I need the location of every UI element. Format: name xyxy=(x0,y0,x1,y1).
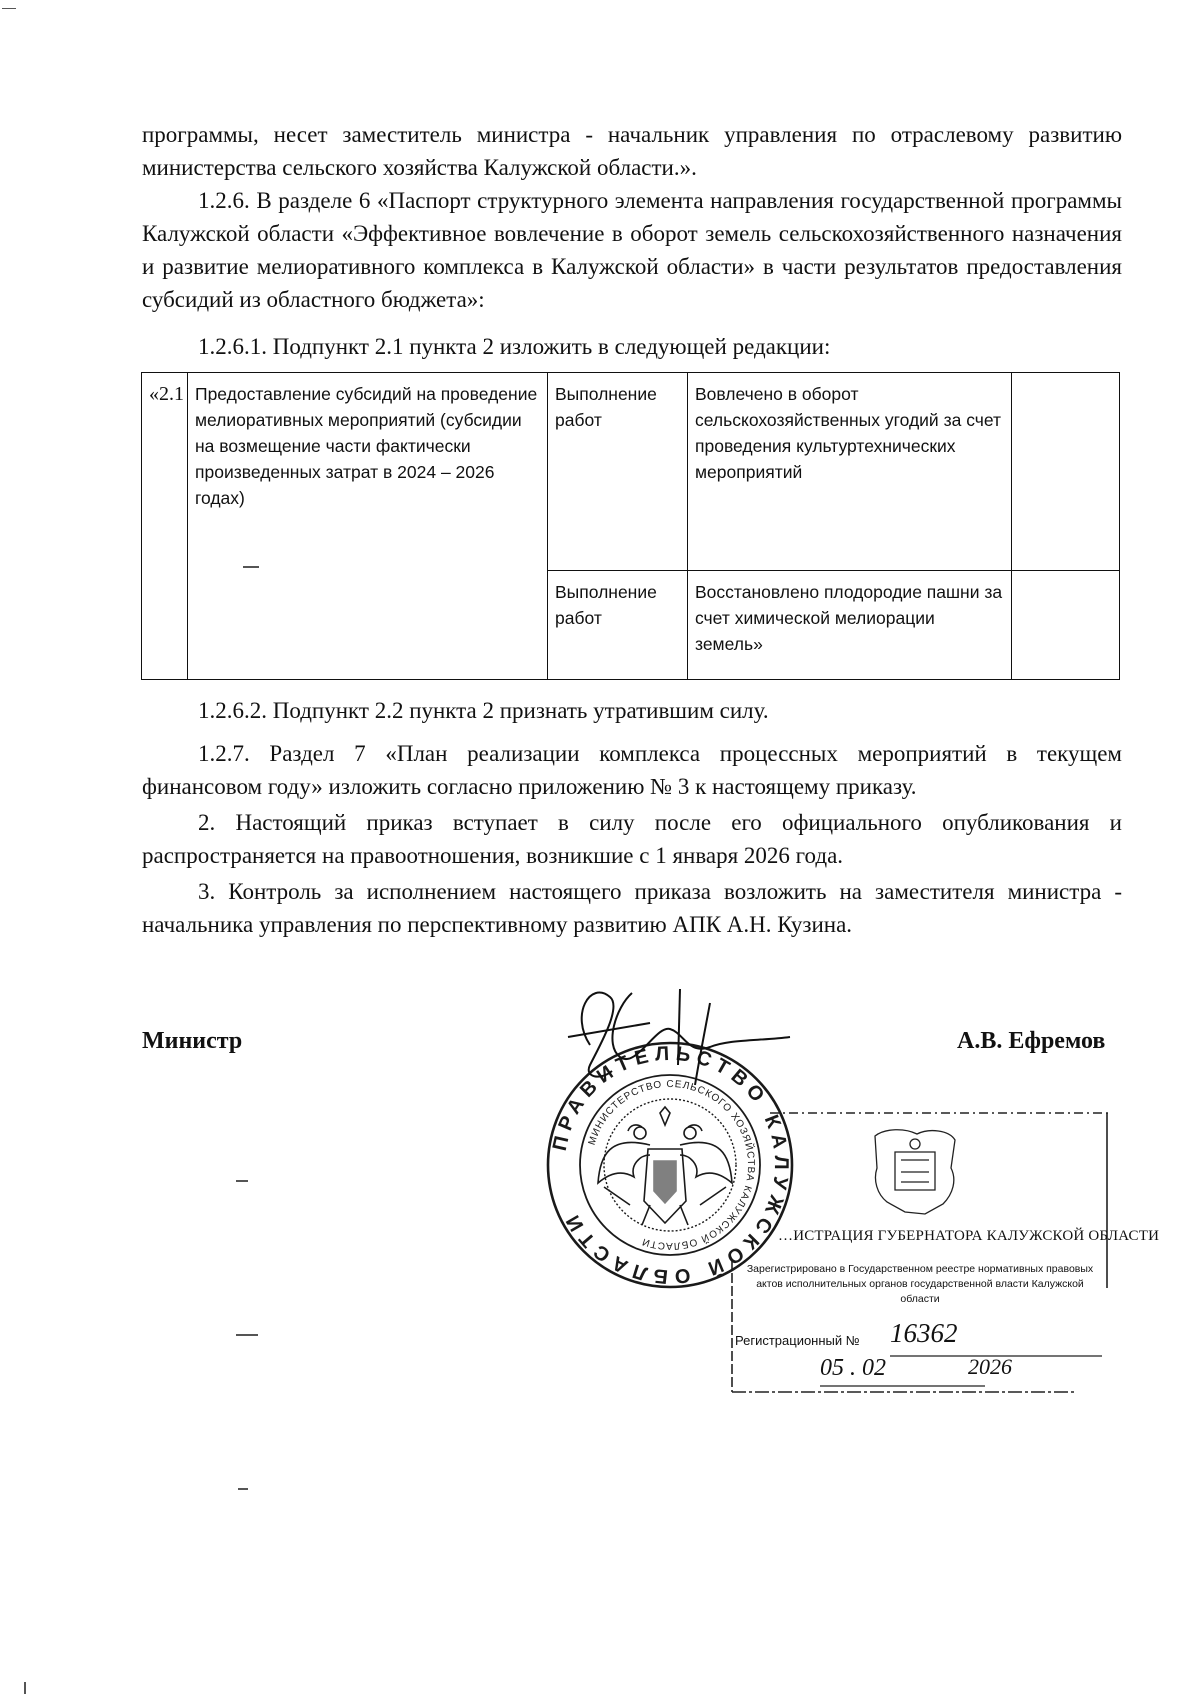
table-cell-number: «2.1 xyxy=(142,373,188,680)
handwritten-signature xyxy=(560,985,800,1100)
paragraph-1-2-6: 1.2.6. В разделе 6 «Паспорт структурного элемента направления государственной программы Калужской области «Эффективное вовлечение в оборот земель сельскохозяйственного назначения и развитие мелиоративного комплекса в Калужской области» в части результатов предоставления субсидий из областного бюджета»: xyxy=(142,188,1122,312)
results-table xyxy=(141,372,1120,680)
table-cell-value xyxy=(1012,571,1120,680)
table-cell-result: Восстановлено плодородие пашни за счет химической мелиорации земель» xyxy=(688,571,1012,680)
registration-year: 2026 xyxy=(968,1354,1012,1379)
paragraph-1-2-6-1: 1.2.6.1. Подпункт 2.1 пункта 2 изложить в следующей редакции: xyxy=(198,334,831,359)
registration-number: 16362 xyxy=(890,1318,958,1348)
paragraph-1-2-7: 1.2.7. Раздел 7 «План реализации комплекса процессных мероприятий в текущем финансовом году» изложить согласно приложению № 3 к настоящему приказу. xyxy=(142,741,1122,799)
signature-name: А.В. Ефремов xyxy=(957,1028,1106,1054)
seal-outer-text-path: ПРАВИТЕЛЬСТВО КАЛУЖСКОЙ ОБЛАСТИ xyxy=(548,1042,793,1288)
table-cell-result: Вовлечено в оборот сельскохозяйственных угодий за счет проведения культуртехнических мероприятий xyxy=(688,373,1012,571)
table-cell-type: Выполнение работ xyxy=(548,571,688,680)
registration-date: 05 . 02 xyxy=(820,1355,886,1381)
table-row xyxy=(142,373,1120,571)
registration-number-label: Регистрационный № xyxy=(735,1333,860,1348)
signature-position: Министр xyxy=(142,1028,243,1054)
coat-of-arms-icon xyxy=(590,1105,740,1235)
paragraph-2: 2. Настоящий приказ вступает в силу после его официального опубликования и распространяется на правоотношения, возникшие с 1 января 2026 года. xyxy=(142,810,1122,868)
paragraph-continuation: программы, несет заместитель министра - начальник управления по отраслевому развитию министерства сельского хозяйства Калужской области.». xyxy=(142,122,1122,180)
registration-stamp-text: Зарегистрировано в Государственном реестре нормативных правовых актов исполнительных органов государственной власти Калужской области xyxy=(746,1263,1094,1305)
table-cell-event: Предоставление субсидий на проведение мелиоративных мероприятий (субсидии на возмещение части фактически произведенных затрат в 2024 – 2026 годах) xyxy=(188,373,548,680)
paragraph-3: 3. Контроль за исполнением настоящего приказа возложить на заместителя министра - начальника управления по перспективному развитию АПК А.Н. Кузина. xyxy=(142,879,1122,937)
table-cell-type: Выполнение работ xyxy=(548,373,688,571)
seal-inner-text-path: МИНИСТЕРСТВО СЕЛЬСКОГО ХОЗЯЙСТВА КАЛУЖСКОЙ ОБЛАСТИ xyxy=(586,1078,757,1252)
registration-stamp-title: …ИСТРАЦИЯ ГУБЕРНАТОРА КАЛУЖСКОЙ ОБЛАСТИ xyxy=(778,1228,1160,1244)
table-cell-value xyxy=(1012,373,1120,571)
paragraph-1-2-6-2: 1.2.6.2. Подпункт 2.2 пункта 2 признать утратившим силу. xyxy=(198,698,769,723)
